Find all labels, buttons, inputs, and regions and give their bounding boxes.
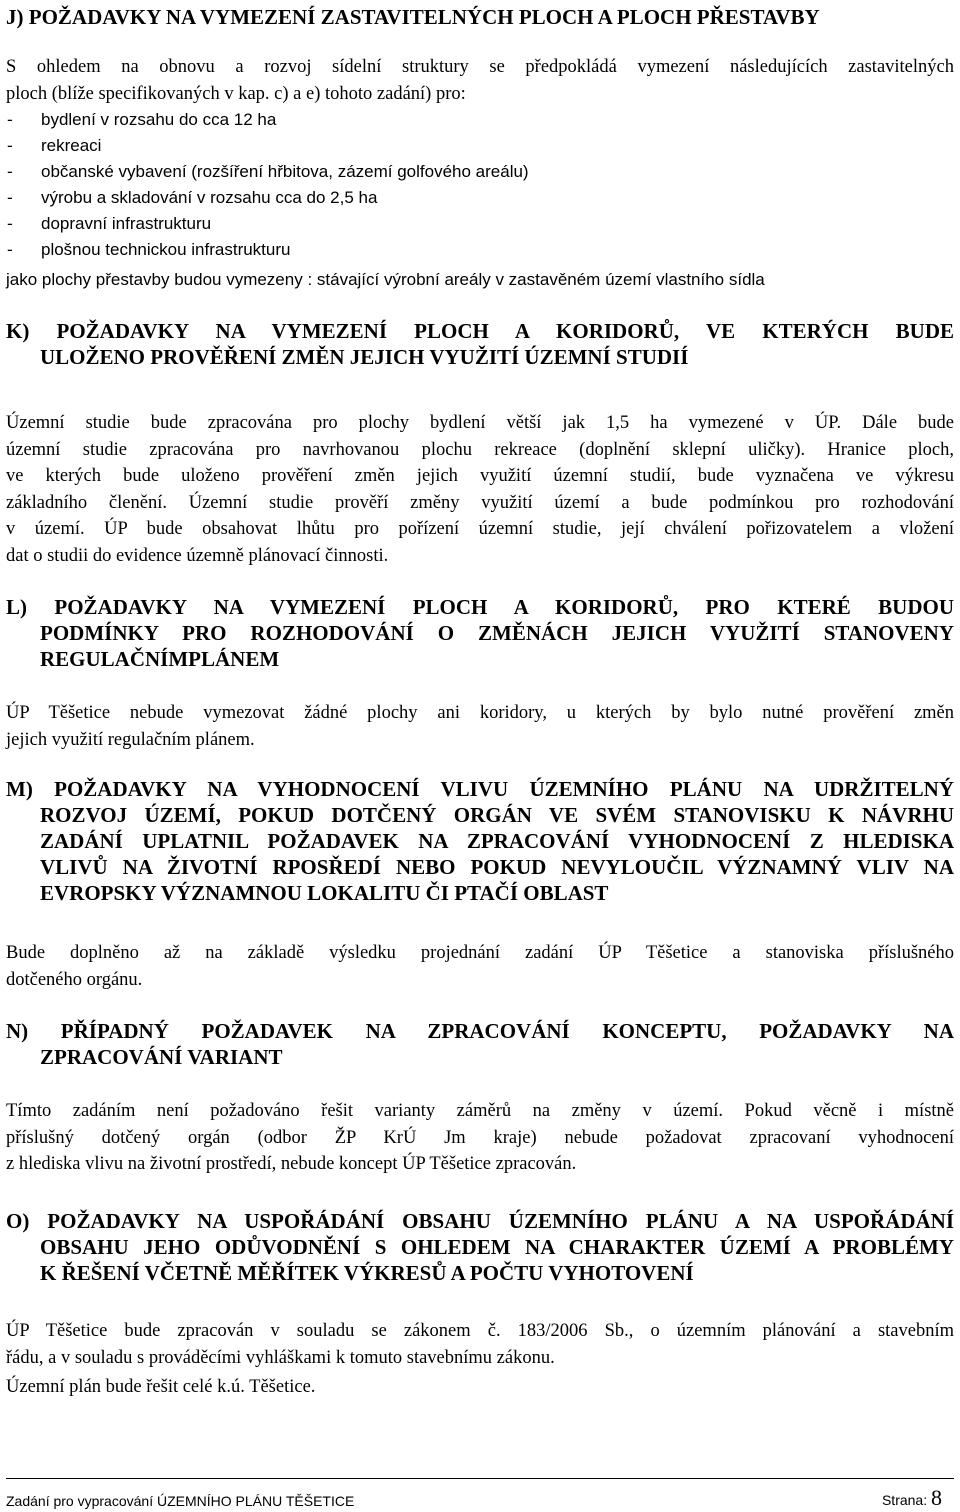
list-item bbox=[6, 185, 954, 211]
footer-page-number: 8 bbox=[931, 1485, 942, 1510]
list-item-text: dopravní infrastrukturu bbox=[41, 214, 212, 233]
paragraph-line: dotčeného orgánu. bbox=[6, 969, 143, 990]
list-item bbox=[6, 133, 954, 159]
section-o-heading-line: OBSAHU JEHO ODŮVODNĚNÍ S OHLEDEM NA CHARAKTER ÚZEMÍ A PROBLÉMY bbox=[40, 1235, 954, 1259]
paragraph-line: územní studie zpracována pro navrhovanou plochu rekreace (doplnění sklepní uličky). Hranice ploch, bbox=[6, 439, 954, 460]
paragraph-line: Tímto zadáním není požadováno řešit varianty záměrů na změny v území. Pokud věcně i místně bbox=[6, 1101, 954, 1121]
section-o-body bbox=[6, 1318, 954, 1371]
paragraph-line: jejich využití regulačním plánem. bbox=[6, 729, 255, 750]
footer-page-indicator bbox=[882, 1485, 942, 1511]
section-j-closing-text: jako plochy přestavby budou vymezeny : stávající výrobní areály v zastavěném území vlastního sídla bbox=[6, 270, 765, 289]
section-j-intro bbox=[6, 54, 954, 107]
list-item bbox=[6, 107, 954, 133]
list-dash: - bbox=[7, 240, 13, 259]
paragraph-line: Bude doplněno až na základě výsledku projednání zadání ÚP Těšetice a stanoviska příslušného bbox=[6, 943, 954, 963]
list-item-text: bydlení v rozsahu do cca 12 ha bbox=[41, 110, 277, 129]
section-j-intro-line: S ohledem na obnovu a rozvoj sídelní struktury se předpokládá vymezení následujících zastavitelných bbox=[6, 57, 954, 77]
section-k-heading bbox=[6, 318, 954, 370]
list-item-text: výrobu a skladování v rozsahu cca do 2,5 ha bbox=[41, 188, 378, 207]
section-j-list bbox=[6, 107, 954, 263]
section-l-heading bbox=[6, 594, 954, 672]
section-l-heading-line: REGULAČNÍMPLÁNEM bbox=[40, 647, 280, 671]
paragraph-line: příslušný dotčený orgán (odbor ŽP KrÚ Jm kraje) nebude požadovat zpracovaní vyhodnocení bbox=[6, 1127, 954, 1148]
list-dash: - bbox=[7, 162, 13, 181]
section-o-last-line bbox=[6, 1374, 954, 1401]
section-o-heading bbox=[6, 1208, 954, 1286]
section-m-body bbox=[6, 940, 954, 993]
section-m-heading-line: ZADÁNÍ UPLATNIL POŽADAVEK NA ZPRACOVÁNÍ VYHODNOCENÍ Z HLEDISKA bbox=[40, 829, 954, 853]
section-o-heading-line: O) POŽADAVKY NA USPOŘÁDÁNÍ OBSAHU ÚZEMNÍHO PLÁNU A NA USPOŘÁDÁNÍ bbox=[6, 1209, 954, 1233]
paragraph-line: dat o studii do evidence územně plánovací činnosti. bbox=[6, 545, 389, 566]
section-m-heading-line: ROZVOJ ÚZEMÍ, POKUD DOTČENÝ ORGÁN VE SVÉM STANOVISKU K NÁVRHU bbox=[40, 803, 954, 827]
paragraph-line: základního členění. Územní studie prověří změny využití území a bude podmínkou pro rozhodování bbox=[6, 492, 954, 513]
footer-page-label: Strana: bbox=[881, 1492, 928, 1508]
section-m-heading-line: EVROPSKY VÝZNAMNOU LOKALITU ČI PTAČÍ OBLAST bbox=[40, 881, 609, 905]
section-m-heading-line: M) POŽADAVKY NA VYHODNOCENÍ VLIVU ÚZEMNÍHO PLÁNU NA UDRŽITELNÝ bbox=[6, 777, 954, 801]
list-item bbox=[6, 159, 954, 185]
section-o-heading-line: K ŘEŠENÍ VČETNĚ MĚŘÍTEK VÝKRESŮ A POČTU VYHOTOVENÍ bbox=[40, 1261, 694, 1285]
section-j-heading bbox=[6, 4, 954, 30]
paragraph-line: v území. ÚP bude obsahovat lhůtu pro pořízení územní studie, její chválení pořizovatelem a vložení bbox=[6, 519, 954, 539]
paragraph-line: ve kterých bude uloženo prověření změn jejich využití územní studií, bude vyznačena ve výkresu bbox=[6, 466, 954, 486]
list-dash: - bbox=[7, 214, 13, 233]
footer-document-title: Zadání pro vypracování ÚZEMNÍHO PLÁNU TĚŠETICE bbox=[6, 1493, 355, 1509]
paragraph-line: řádu, a v souladu s prováděcími vyhláškami k tomuto stavebnímu zákonu. bbox=[6, 1347, 555, 1368]
page-footer bbox=[6, 1478, 954, 1510]
paragraph-line: ÚP Těšetice nebude vymezovat žádné plochy ani koridory, u kterých by bylo nutné prověření změn bbox=[6, 703, 954, 723]
paragraph-line: z hlediska vlivu na životní prostředí, nebude koncept ÚP Těšetice zpracován. bbox=[6, 1154, 577, 1174]
section-m-heading-line: VLIVŮ NA ŽIVOTNÍ RPOSŘEDÍ NEBO POKUD NEVYLOUČIL VÝZNAMNÝ VLIV NA bbox=[40, 855, 954, 879]
section-j-heading-text: J) POŽADAVKY NA VYMEZENÍ ZASTAVITELNÝCH PLOCH A PLOCH PŘESTAVBY bbox=[6, 5, 820, 29]
list-dash: - bbox=[7, 188, 13, 207]
paragraph-line: Územní plán bude řešit celé k.ú. Těšetice. bbox=[6, 1377, 316, 1397]
section-l-heading-line: PODMÍNKY PRO ROZHODOVÁNÍ O ZMĚNÁCH JEJICH VYUŽITÍ STANOVENY bbox=[40, 621, 954, 645]
section-k-heading-line: K) POŽADAVKY NA VYMEZENÍ PLOCH A KORIDORŮ, VE KTERÝCH BUDE bbox=[6, 319, 954, 343]
list-dash: - bbox=[7, 110, 13, 129]
section-j-intro-line: ploch (blíže specifikovaných v kap. c) a e) tohoto zadání) pro: bbox=[6, 83, 466, 104]
section-k-body bbox=[6, 410, 954, 569]
section-n-heading-line: N) PŘÍPADNÝ POŽADAVEK NA ZPRACOVÁNÍ KONCEPTU, POŽADAVKY NA bbox=[6, 1019, 954, 1043]
section-k-heading-line: ULOŽENO PROVĚŘENÍ ZMĚN JEJICH VYUŽITÍ ÚZEMNÍ STUDIÍ bbox=[40, 345, 689, 369]
list-dash: - bbox=[7, 136, 13, 155]
list-item-text: rekreaci bbox=[41, 136, 102, 155]
section-l-heading-line: L) POŽADAVKY NA VYMEZENÍ PLOCH A KORIDORŮ, PRO KTERÉ BUDOU bbox=[6, 595, 954, 619]
section-l-body bbox=[6, 700, 954, 753]
section-n-heading bbox=[6, 1018, 954, 1070]
list-item bbox=[6, 237, 954, 263]
section-m-heading bbox=[6, 776, 954, 906]
section-n-body bbox=[6, 1098, 954, 1178]
paragraph-line: Územní studie bude zpracována pro plochy bydlení větší jak 1,5 ha vymezené v ÚP. Dále bude bbox=[6, 413, 954, 433]
paragraph-line: ÚP Těšetice bude zpracován v souladu se zákonem č. 183/2006 Sb., o územním plánování a stavebním bbox=[6, 1321, 954, 1341]
section-j-closing bbox=[6, 267, 954, 293]
list-item-text: občanské vybavení (rozšíření hřbitova, zázemí golfového areálu) bbox=[41, 162, 529, 181]
list-item bbox=[6, 211, 954, 237]
list-item-text: plošnou technickou infrastrukturu bbox=[41, 240, 291, 259]
section-n-heading-line: ZPRACOVÁNÍ VARIANT bbox=[40, 1045, 283, 1069]
